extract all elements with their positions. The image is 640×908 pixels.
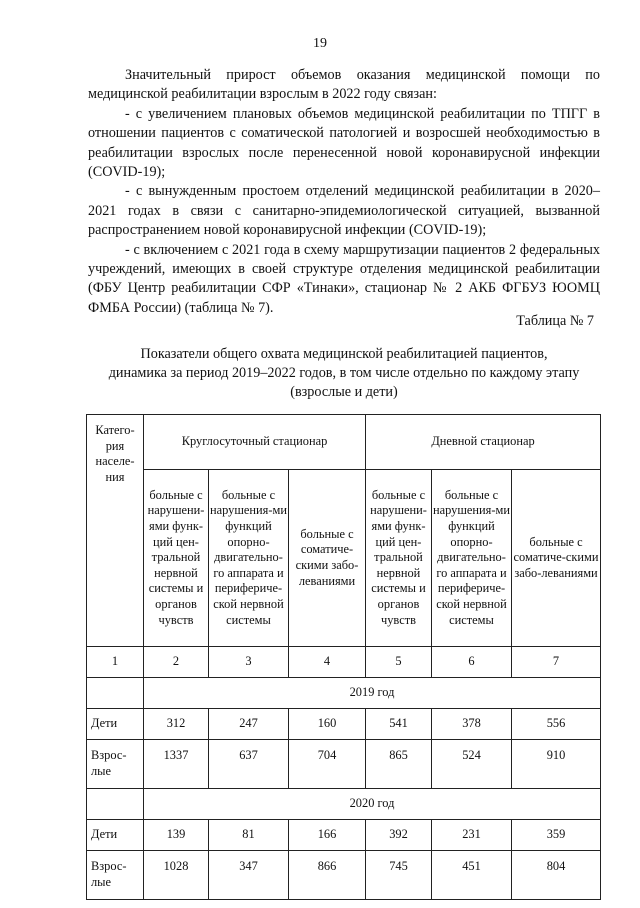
table-cell: 745: [366, 851, 432, 900]
year-label: 2019 год: [144, 678, 601, 709]
table-cell: 541: [366, 709, 432, 740]
year-label-spacer: [87, 678, 144, 709]
table-header-group-row: [87, 415, 601, 470]
row-label: Дети: [87, 709, 144, 740]
header-round-somatic: больные с соматиче-скими забо-леваниями: [289, 470, 366, 647]
row-label: Взрос-лые: [87, 851, 144, 900]
table-cell: 247: [209, 709, 289, 740]
column-number: 3: [209, 647, 289, 678]
year-row: [87, 678, 601, 709]
table-cell: 1337: [144, 740, 209, 789]
table-row: [87, 709, 601, 740]
table-title-line-2: динамика за период 2019–2022 годов, в том числе отдельно по каждому этапу: [108, 365, 580, 381]
table-cell: 231: [432, 820, 512, 851]
column-number: 7: [512, 647, 601, 678]
header-category: Катего-рия населе-ния: [87, 415, 144, 647]
table-cell: 637: [209, 740, 289, 789]
table-title-line-1: Показатели общего охвата медицинской реабилитацией пациентов,: [140, 346, 548, 362]
table-cell: 312: [144, 709, 209, 740]
column-number: 1: [87, 647, 144, 678]
table-cell: 910: [512, 740, 601, 789]
table-row: [87, 820, 601, 851]
table-row: [87, 740, 601, 789]
paragraph-item-3: - с включением с 2021 года в схему маршрутизации пациентов 2 федеральных учреждений, имеющих в своей структуре отделения медицинской реабилитации (ФБУ Центр реабилитации СФР «Тинаки», стационар № 2 АКБ ФГБУЗ ЮОМЦ ФМБА России) (таблица № 7).: [88, 241, 600, 316]
column-number: 5: [366, 647, 432, 678]
header-day-cns: больные с нарушени-ями функ-ций цен-тральной нервной системы и органов чувств: [366, 470, 432, 647]
paragraph-intro: Значительный прирост объемов оказания медицинской помощи по медицинской реабилитации взрослым в 2022 году связан:: [88, 67, 600, 103]
table-cell: 524: [432, 740, 512, 789]
table-cell: 704: [289, 740, 366, 789]
page-number: 19: [313, 36, 327, 51]
table-cell: 378: [432, 709, 512, 740]
table-cell: 556: [512, 709, 601, 740]
table-cell: 81: [209, 820, 289, 851]
table-cell: 359: [512, 820, 601, 851]
table-cell: 139: [144, 820, 209, 851]
row-label: Дети: [87, 820, 144, 851]
table-cell: 347: [209, 851, 289, 900]
header-round-msk: больные с нарушения-ми функций опорно-двигательно-го аппарата и перифериче-ской нервной системы: [209, 470, 289, 647]
year-label: 2020 год: [144, 789, 601, 820]
row-label: Взрос-лые: [87, 740, 144, 789]
table-cell: 804: [512, 851, 601, 900]
table-label: Таблица № 7: [516, 313, 594, 329]
table-cell: 160: [289, 709, 366, 740]
table-cell: 866: [289, 851, 366, 900]
table-cell: 1028: [144, 851, 209, 900]
year-label-spacer: [87, 789, 144, 820]
column-number: 6: [432, 647, 512, 678]
body-text: [88, 66, 600, 318]
table-row: [87, 851, 601, 900]
paragraph-item-1: - с увеличением плановых объемов медицинской реабилитации по ТПГГ в отношении пациентов с соматической патологией и возросшей необходимостью в реабилитации взрослых после перенесенной новой коронавирусной инфекции (COVID-19);: [88, 105, 600, 181]
data-table: [86, 414, 601, 900]
header-day-somatic: больные с соматиче-скими забо-леваниями: [512, 470, 601, 647]
header-round-clock: Круглосуточный стационар: [144, 415, 366, 470]
table-header-sub-row: [87, 470, 601, 647]
table-cell: 392: [366, 820, 432, 851]
table-cell: 166: [289, 820, 366, 851]
column-number-row: [87, 647, 601, 678]
header-day-msk: больные с нарушения-ми функций опорно-двигательно-го аппарата и перифериче-ской нервной системы: [432, 470, 512, 647]
table-title: [88, 345, 600, 402]
table-cell: 865: [366, 740, 432, 789]
column-number: 4: [289, 647, 366, 678]
year-row: [87, 789, 601, 820]
header-day-hospital: Дневной стационар: [366, 415, 601, 470]
table-title-line-3: (взрослые и дети): [290, 384, 398, 400]
paragraph-item-2: - с вынужденным простоем отделений медицинской реабилитации в 2020–2021 годах в связи с санитарно-эпидемиологической ситуацией, вызванной распространением новой коронавирусной инфекции (COVID-19);: [88, 183, 600, 239]
column-number: 2: [144, 647, 209, 678]
header-round-cns: больные с нарушени-ями функ-ций цен-тральной нервной системы и органов чувств: [144, 470, 209, 647]
table-cell: 451: [432, 851, 512, 900]
